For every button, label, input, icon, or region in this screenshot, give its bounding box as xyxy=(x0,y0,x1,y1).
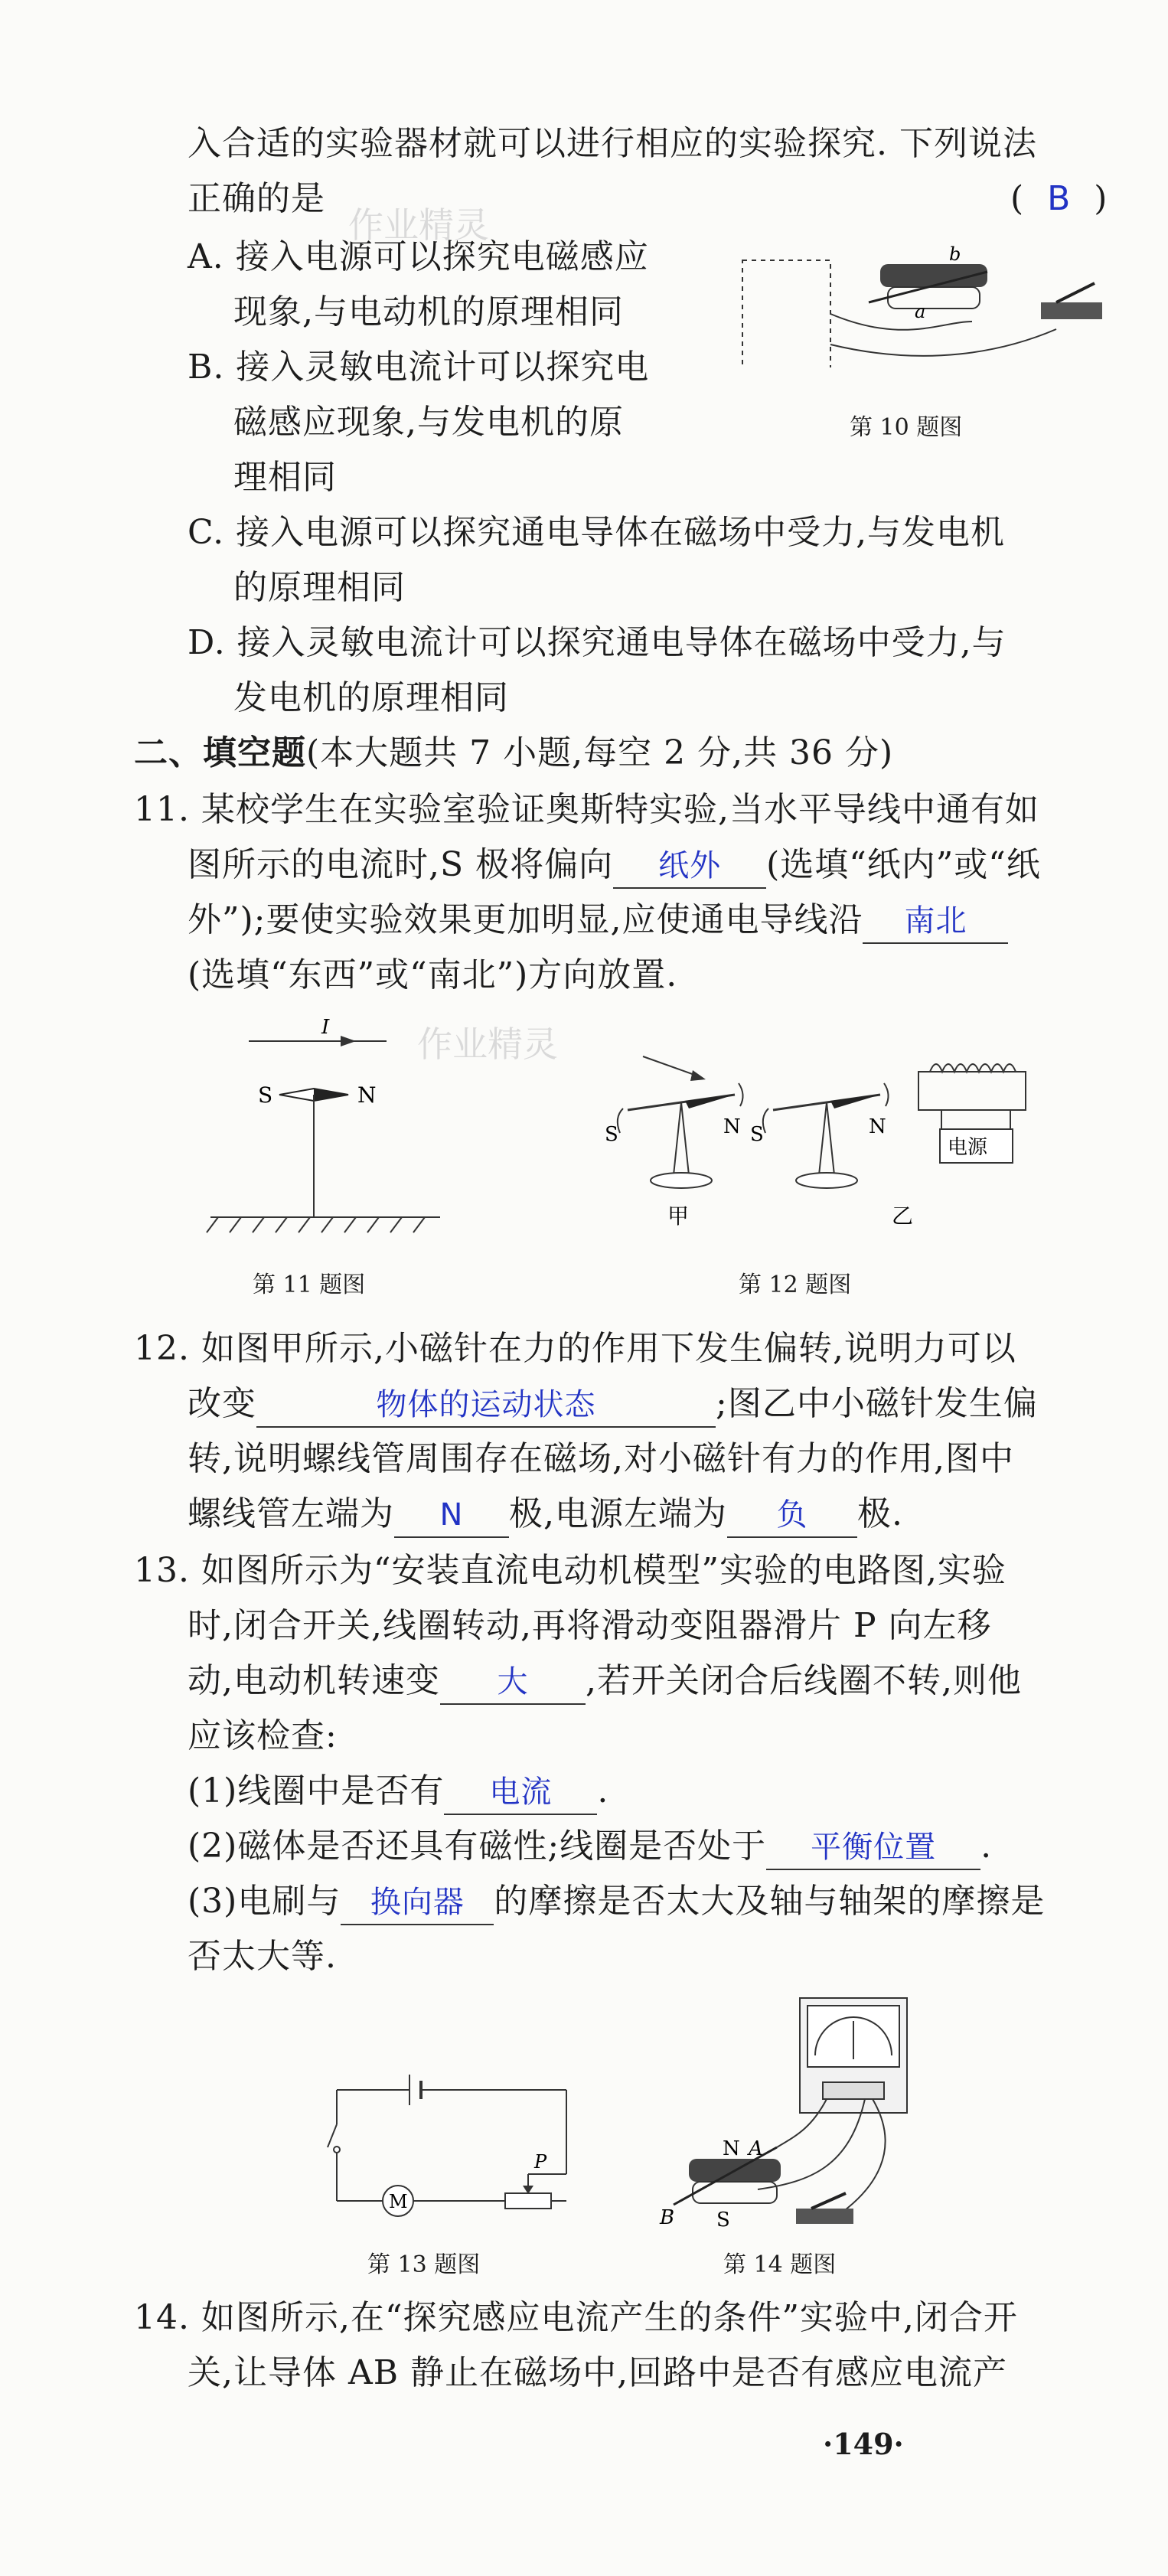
fig11-caption: 第 11 题图 xyxy=(253,1272,366,1298)
q12-text: 极. xyxy=(857,1494,903,1533)
fig14-label-S: S xyxy=(716,2209,730,2232)
q13-line2: 时,闭合开关,线圈转动,再将滑动变阻器滑片 P 向左移 xyxy=(188,1606,992,1645)
q14-line2: 关,让导体 AB 静止在磁场中,回路中是否有感应电流产 xyxy=(188,2353,1008,2392)
q11-text: (选填“纸内”或“纸 xyxy=(766,845,1041,884)
q13-text: 动,电动机转速变 xyxy=(188,1661,440,1700)
fig14-label-B: B xyxy=(660,2206,675,2229)
figure-14 xyxy=(643,1983,995,2243)
fig13-caption: 第 13 题图 xyxy=(367,2251,481,2278)
q12-text: ;图乙中小磁针发生偏 xyxy=(716,1384,1038,1423)
q12-blank2: N xyxy=(394,1494,509,1538)
q13-text: (1)线圈中是否有 xyxy=(188,1771,445,1810)
figure-13 xyxy=(321,2052,582,2235)
figure-11 xyxy=(195,1010,517,1263)
q12-line3: 转,说明螺线管周围存在磁场,对小磁针有力的作用,图中 xyxy=(188,1439,1014,1478)
fig12-power-label: 电源 xyxy=(948,1136,988,1159)
q12-text: 螺线管左端为 xyxy=(188,1494,394,1533)
q13-text: (3)电刷与 xyxy=(188,1882,341,1921)
fig12-yi-S: S xyxy=(750,1123,764,1146)
q13-text: (2)磁体是否还具有磁性;线圈是否处于 xyxy=(188,1827,767,1866)
watermark: 作业精灵 xyxy=(348,204,489,246)
q13-blank3: 平衡位置 xyxy=(766,1826,980,1870)
watermark: 作业精灵 xyxy=(417,1024,558,1065)
q12-line4 xyxy=(188,1493,903,1538)
section2-title: 二、填空题 xyxy=(134,733,306,772)
q11-text: 外”);要使实验效果更加明显,应使通电导线沿 xyxy=(188,900,863,939)
fig11-label-S: S xyxy=(258,1082,273,1108)
q11-line3 xyxy=(188,899,1008,944)
q13-sub2 xyxy=(188,1825,992,1870)
q12-text: 极,电源左端为 xyxy=(509,1494,727,1533)
q10-option-b-2: 磁感应现象,与发电机的原 xyxy=(233,403,624,442)
q10-line1: 入合适的实验器材就可以进行相应的实验探究. 下列说法 xyxy=(188,124,1037,163)
fig12-yi-N: N xyxy=(869,1115,886,1138)
fig12-label-jia: 甲 xyxy=(667,1203,690,1229)
q10-option-b-3: 理相同 xyxy=(233,458,337,497)
q13-text: 的摩擦是否太大及轴与轴架的摩擦是 xyxy=(494,1882,1046,1921)
q13-sub1 xyxy=(188,1770,608,1815)
q13-text: . xyxy=(980,1827,993,1866)
q11-text: 图所示的电流时,S 极将偏向 xyxy=(188,845,614,884)
page-number: ·149· xyxy=(823,2427,904,2461)
q10-option-a-2: 现象,与电动机的原理相同 xyxy=(233,292,624,331)
q13-sub3-cont: 否太大等. xyxy=(188,1937,337,1976)
q10-line2: 正确的是 xyxy=(188,179,325,218)
q13-blank2: 电流 xyxy=(444,1771,597,1815)
q10-option-a-1: A. 接入电源可以探究电磁感应 xyxy=(188,237,649,276)
q13-text: ,若开关闭合后线圈不转,则他 xyxy=(586,1661,1022,1700)
figure-10 xyxy=(727,230,1125,367)
q10-answer: B xyxy=(1047,179,1072,218)
fig12-caption: 第 12 题图 xyxy=(739,1272,852,1298)
q10-option-c-2: 的原理相同 xyxy=(233,568,406,607)
fig13-label-P: P xyxy=(534,2151,547,2173)
q13-text: . xyxy=(597,1771,609,1810)
fig12-jia-S: S xyxy=(605,1123,618,1146)
q11-line4: (选填“东西”或“南北”)方向放置. xyxy=(188,955,678,994)
q13-blank1: 大 xyxy=(440,1660,586,1705)
q11-line1: 11. 某校学生在实验室验证奥斯特实验,当水平导线中通有如 xyxy=(134,790,1039,829)
fig11-label-N: N xyxy=(357,1082,377,1108)
q10-option-d-2: 发电机的原理相同 xyxy=(233,678,509,717)
q12-blank1: 物体的运动状态 xyxy=(256,1383,716,1428)
figure-12 xyxy=(582,1010,1072,1263)
fig14-label-N: N xyxy=(723,2137,740,2160)
q10-option-c-1: C. 接入电源可以探究通电导体在磁场中受力,与发电机 xyxy=(188,513,1006,552)
q12-line2 xyxy=(188,1383,1038,1428)
fig12-jia-N: N xyxy=(723,1115,741,1138)
fig10-label-b: b xyxy=(949,243,961,265)
fig13-label-M: M xyxy=(389,2191,408,2212)
q13-sub3 xyxy=(188,1880,1045,1925)
q12-blank3: 负 xyxy=(727,1494,857,1538)
q11-blank1: 纸外 xyxy=(613,844,766,889)
q11-line2 xyxy=(188,844,1041,889)
q12-text: 改变 xyxy=(188,1384,256,1423)
q10-option-d-1: D. 接入灵敏电流计可以探究通电导体在磁场中受力,与 xyxy=(188,623,1007,662)
q13-line1: 13. 如图所示为“安装直流电动机模型”实验的电路图,实验 xyxy=(134,1551,1007,1590)
q14-line1: 14. 如图所示,在“探究感应电流产生的条件”实验中,闭合开 xyxy=(134,2298,1018,2337)
q12-line1: 12. 如图甲所示,小磁针在力的作用下发生偏转,说明力可以 xyxy=(134,1329,1016,1368)
fig12-label-yi: 乙 xyxy=(892,1203,914,1229)
q13-blank4: 换向器 xyxy=(341,1881,494,1925)
fig14-caption: 第 14 题图 xyxy=(723,2251,837,2278)
q13-line3 xyxy=(188,1660,1022,1705)
section2-desc: (本大题共 7 小题,每空 2 分,共 36 分) xyxy=(306,733,894,772)
q13-line4: 应该检查: xyxy=(188,1716,338,1755)
section2-heading xyxy=(134,732,893,775)
fig10-caption: 第 10 题图 xyxy=(850,414,963,441)
fig10-label-a: a xyxy=(915,301,926,322)
q11-blank2: 南北 xyxy=(863,899,1008,944)
q10-option-b-1: B. 接入灵敏电流计可以探究电 xyxy=(188,348,650,387)
q10-answer-paren: ( B ) xyxy=(1010,179,1108,218)
fig14-label-A: A xyxy=(749,2137,763,2160)
fig11-label-I: I xyxy=(321,1016,330,1039)
